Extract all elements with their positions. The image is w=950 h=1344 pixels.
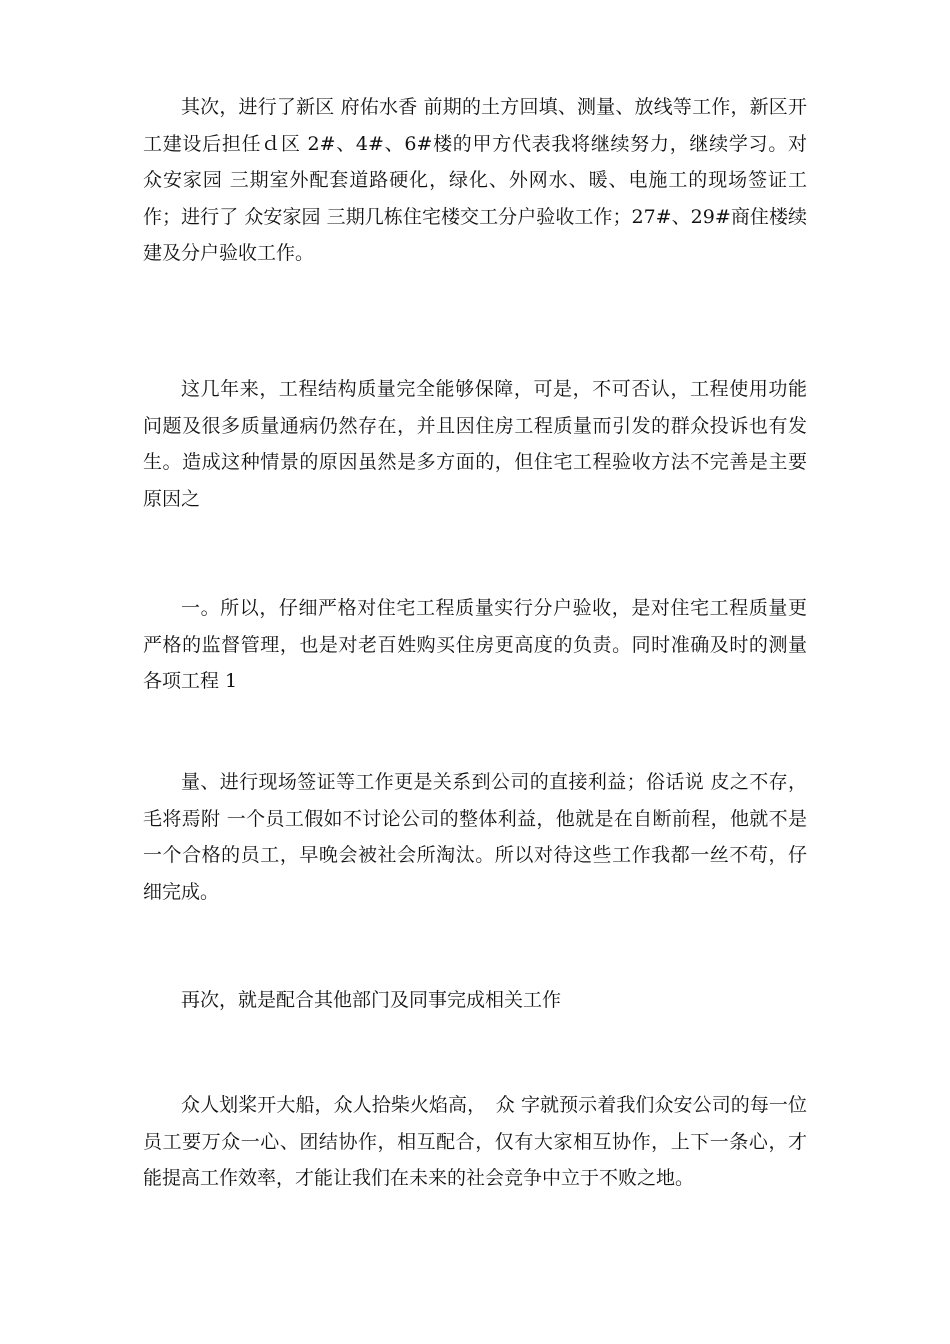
paragraph-site-visa: 量、进行现场签证等工作更是关系到公司的直接利益；俗话说 皮之不存，毛将焉附 一个员工假如不讨论公司的整体利益，他就是在自断前程，他就不是一个合格的员工，早晚会被社会所淘汰。所以对待这些工作我都一丝不苟，仔细完成。 bbox=[143, 771, 807, 903]
paragraph-household-acceptance: 一。所以，仔细严格对住宅工程质量实行分户验收，是对住宅工程质量更严格的监督管理，也是对老百姓购买住房更高度的负责。同时准确及时的测量各项工程 1 bbox=[143, 597, 807, 692]
paragraph-work-summary: 其次，进行了新区 府佑水香 前期的土方回填、测量、放线等工作，新区开工建设后担任ｄ区 2#、4#、6#楼的甲方代表我将继续努力，继续学习。对 众安家园 三期室外配套道路硬化，绿化、外网水、暖、电施工的现场签证工作；进行了 众安家园 三期几栋住宅楼交工分户验收工作；27#、29#商住楼续建及分户验收工作。 bbox=[143, 96, 807, 264]
paragraph-teamwork: 众人划桨开大船，众人拾柴火焰高， 众 字就预示着我们众安公司的每一位员工要万众一心、团结协作，相互配合，仅有大家相互协作，上下一条心，才能提高工作效率，才能让我们在未来的社会竞争中立于不败之地。 bbox=[143, 1094, 807, 1189]
paragraph-quality-issues: 这几年来，工程结构质量完全能够保障，可是，不可否认，工程使用功能问题及很多质量通病仍然存在，并且因住房工程质量而引发的群众投诉也有发生。造成这种情景的原因虽然是多方面的，但住宅工程验收方法不完善是主要原因之 bbox=[143, 378, 807, 510]
paragraph-cooperation-heading: 再次，就是配合其他部门及同事完成相关工作 bbox=[181, 989, 562, 1011]
